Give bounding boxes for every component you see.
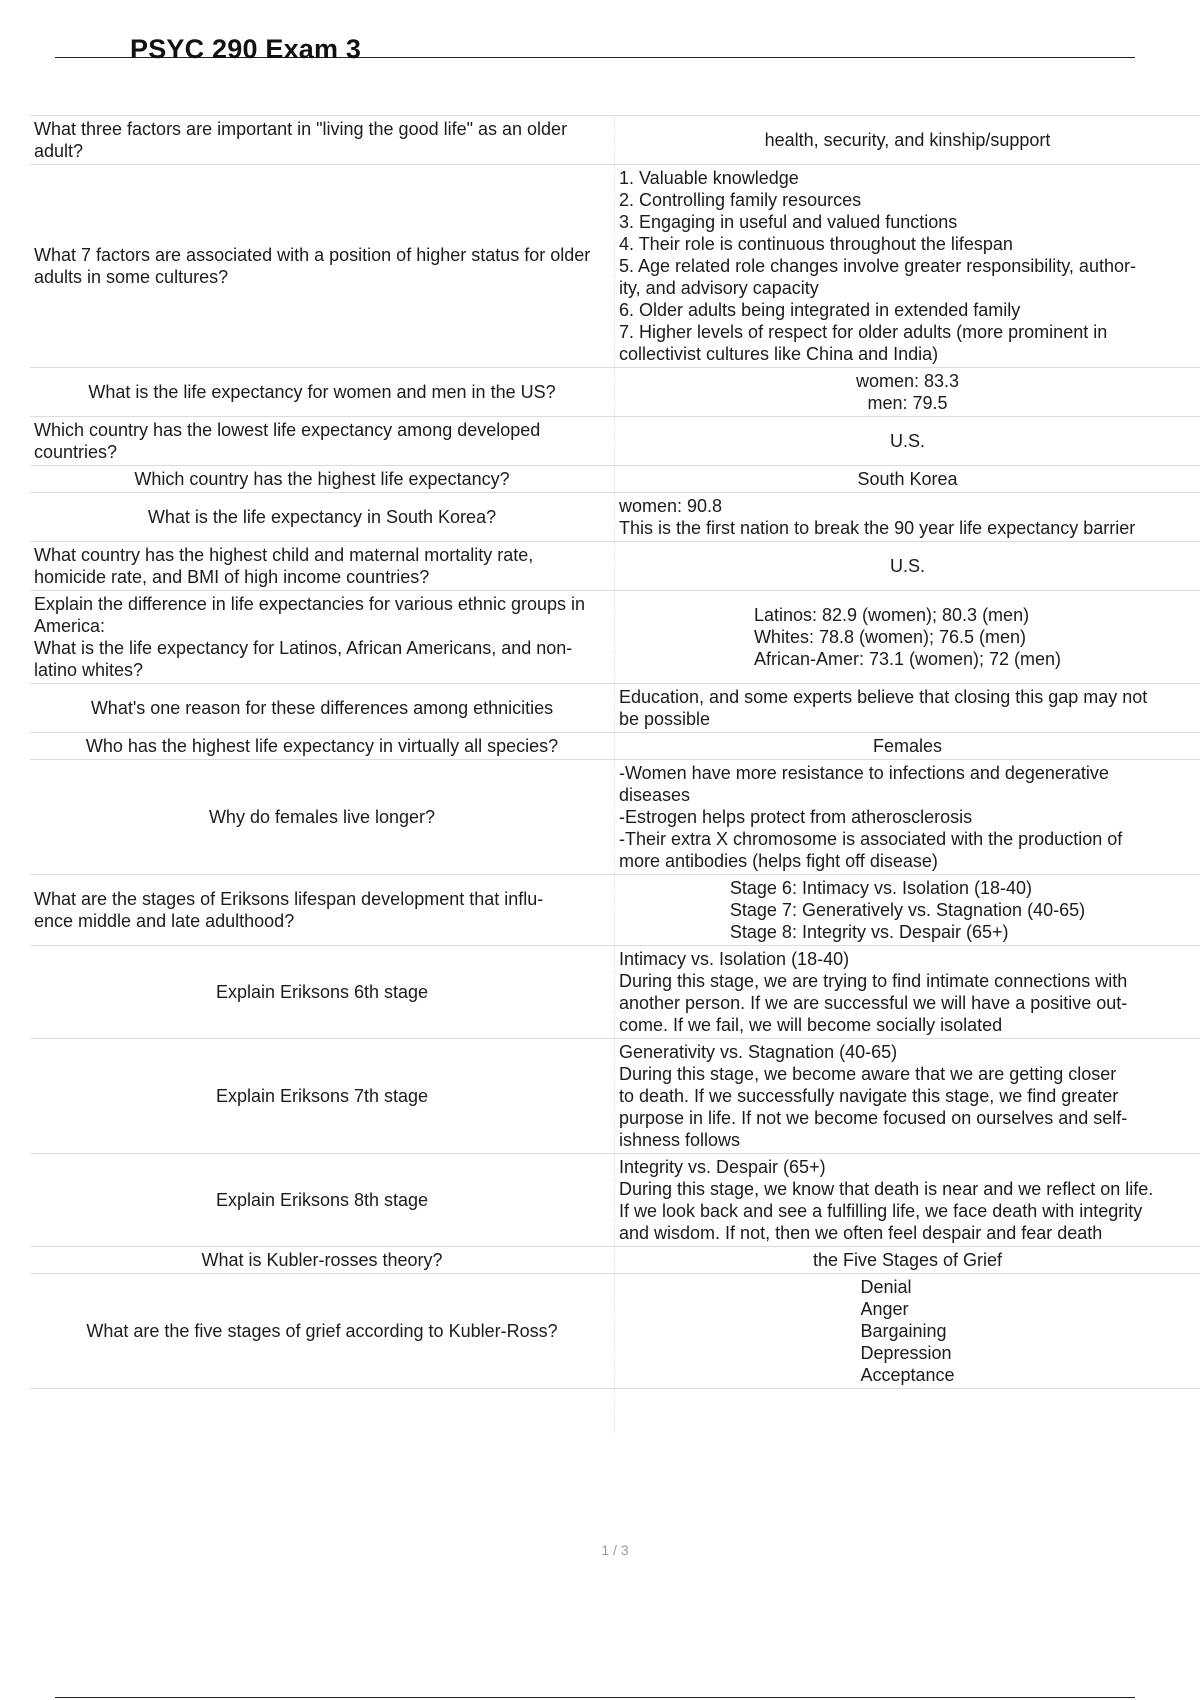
table-row	[30, 760, 1200, 875]
question-cell	[30, 1247, 615, 1274]
question-cell	[30, 1274, 615, 1389]
table-row	[30, 946, 1200, 1039]
answer-line: During this stage, we know that death is near and we reflect on life.	[619, 1179, 1154, 1199]
answer-line: women: 83.3	[855, 371, 960, 391]
answer-line: Depression	[860, 1343, 952, 1363]
answer-line: -Women have more resistance to infections and degenerative	[619, 763, 1109, 783]
question-text: What is the life expectancy in South Korea?	[147, 507, 497, 527]
bottom-rule	[55, 1697, 1135, 1698]
answer-line: and wisdom. If not, then we often feel despair and fear death	[619, 1223, 1103, 1243]
answer-line: -Their extra X chromosome is associated with the production of	[619, 829, 1123, 849]
question-text: Which country has the highest life expectancy?	[134, 469, 510, 489]
answer-line: -Estrogen helps protect from atherosclerosis	[619, 807, 973, 827]
answer-line: another person. If we are successful we will have a positive out-	[619, 993, 1128, 1013]
question-text: What three factors are important in "living the good life" as an older adult?	[34, 119, 573, 161]
answer-line: Anger	[860, 1299, 909, 1319]
question-text: Why do females live longer?	[208, 807, 436, 827]
table-row	[30, 875, 1200, 946]
question-cell	[30, 493, 615, 542]
answer-cell	[615, 493, 1200, 542]
answer-line: 7. Higher levels of respect for older adults (more prominent in	[619, 322, 1108, 342]
answer-line: U.S.	[889, 556, 925, 576]
answer-line: be possible	[619, 709, 711, 729]
answer-line: women: 90.8	[619, 496, 723, 516]
answer-line: 5. Age related role changes involve greater responsibility, author-	[619, 256, 1136, 276]
page-header	[55, 30, 1135, 64]
flashcard-table	[30, 115, 1200, 1433]
answer-cell	[615, 760, 1200, 875]
answer-cell	[615, 591, 1200, 684]
question-cell	[30, 946, 615, 1039]
answer-line: diseases	[619, 785, 691, 805]
question-cell	[30, 1154, 615, 1247]
question-cell	[30, 368, 615, 417]
question-cell	[30, 417, 615, 466]
table-row	[30, 368, 1200, 417]
table-row	[30, 417, 1200, 466]
question-cell	[30, 165, 615, 368]
answer-line: Acceptance	[860, 1365, 955, 1385]
question-text: What is Kubler-rosses theory?	[201, 1250, 443, 1270]
answer-line: Whites: 78.8 (women); 76.5 (men)	[753, 627, 1027, 647]
answer-line: Education, and some experts believe that closing this gap may not	[619, 687, 1148, 707]
question-text: What are the stages of Eriksons lifespan development that influ- ence middle and late adulthood?	[34, 889, 544, 931]
spacer-row	[30, 1389, 1200, 1434]
question-text: Explain the difference in life expectancies for various ethnic groups in America: What is the life expectancy for Latinos, African Americans, and non-latino whites?	[34, 594, 585, 680]
answer-line: health, security, and kinship/support	[764, 130, 1051, 150]
answer-line: During this stage, we are trying to find intimate connections with	[619, 971, 1128, 991]
answer-line: African-Amer: 73.1 (women); 72 (men)	[753, 649, 1062, 669]
table-row	[30, 116, 1200, 165]
question-text: Which country has the lowest life expectancy among developed countries?	[34, 420, 546, 462]
table-row	[30, 1039, 1200, 1154]
answer-cell	[615, 875, 1200, 946]
answer-cell	[615, 368, 1200, 417]
answer-cell	[615, 684, 1200, 733]
answer-line: South Korea	[857, 469, 958, 489]
answer-line: If we look back and see a fulfilling life, we face death with integrity	[619, 1201, 1143, 1221]
answer-line: ity, and advisory capacity	[619, 278, 819, 298]
table-row	[30, 165, 1200, 368]
answer-cell	[615, 1247, 1200, 1274]
question-cell	[30, 733, 615, 760]
question-cell	[30, 760, 615, 875]
answer-line: men: 79.5	[867, 393, 948, 413]
answer-line: 3. Engaging in useful and valued functions	[619, 212, 958, 232]
question-text: What country has the highest child and maternal mortality rate, homicide rate, and BMI of high income countries?	[34, 545, 539, 587]
question-text: What are the five stages of grief according to Kubler-Ross?	[86, 1321, 558, 1341]
answer-cell	[615, 733, 1200, 760]
answer-line: 1. Valuable knowledge	[619, 168, 799, 188]
question-cell	[30, 466, 615, 493]
table-row	[30, 733, 1200, 760]
answer-cell	[615, 417, 1200, 466]
table-row	[30, 684, 1200, 733]
question-text: Explain Eriksons 7th stage	[215, 1086, 429, 1106]
answer-line: Bargaining	[860, 1321, 947, 1341]
answer-cell	[615, 946, 1200, 1039]
answer-line: Denial	[860, 1277, 912, 1297]
question-text: What 7 factors are associated with a position of higher status for older adults in some cultures?	[34, 245, 596, 287]
answer-block	[754, 604, 1061, 670]
question-text: Explain Eriksons 6th stage	[215, 982, 429, 1002]
answer-line: come. If we fail, we will become socially isolated	[619, 1015, 1003, 1035]
table-row	[30, 466, 1200, 493]
answer-line: Stage 8: Integrity vs. Despair (65+)	[729, 922, 1009, 942]
question-text: Who has the highest life expectancy in virtually all species?	[85, 736, 559, 756]
page-title: PSYC 290 Exam 3	[130, 34, 362, 64]
answer-line: Intimacy vs. Isolation (18-40)	[619, 949, 850, 969]
table-row	[30, 1274, 1200, 1389]
question-text: Explain Eriksons 8th stage	[215, 1190, 429, 1210]
question-cell	[30, 591, 615, 684]
answer-line: Integrity vs. Despair (65+)	[619, 1157, 826, 1177]
question-cell	[30, 875, 615, 946]
answer-block	[860, 1276, 954, 1386]
page-number: 1 / 3	[601, 1542, 629, 1558]
question-cell	[30, 684, 615, 733]
table-row	[30, 1154, 1200, 1247]
answer-line: Generativity vs. Stagnation (40-65)	[619, 1042, 898, 1062]
answer-cell	[615, 542, 1200, 591]
table-row	[30, 542, 1200, 591]
question-cell	[30, 1039, 615, 1154]
table-row	[30, 591, 1200, 684]
answer-line: Stage 6: Intimacy vs. Isolation (18-40)	[729, 878, 1033, 898]
answer-line: During this stage, we become aware that we are getting closer	[619, 1064, 1117, 1084]
answer-line: Latinos: 82.9 (women); 80.3 (men)	[753, 605, 1030, 625]
answer-line: ishness follows	[619, 1130, 741, 1150]
table-row	[30, 1247, 1200, 1274]
answer-cell	[615, 1039, 1200, 1154]
question-cell	[30, 116, 615, 165]
answer-cell	[615, 1274, 1200, 1389]
question-text: What is the life expectancy for women and men in the US?	[88, 382, 556, 402]
answer-line: purpose in life. If not we become focused on ourselves and self-	[619, 1108, 1128, 1128]
question-text: What's one reason for these differences among ethnicities	[90, 698, 554, 718]
answer-line: 4. Their role is continuous throughout the lifespan	[619, 234, 1013, 254]
answer-line: the Five Stages of Grief	[812, 1250, 1003, 1270]
answer-line: more antibodies (helps fight off disease)	[619, 851, 938, 871]
answer-cell	[615, 116, 1200, 165]
answer-cell	[615, 165, 1200, 368]
answer-line: 2. Controlling family resources	[619, 190, 862, 210]
table-row	[30, 493, 1200, 542]
answer-line: Stage 7: Generatively vs. Stagnation (40-65)	[729, 900, 1086, 920]
answer-line: Females	[872, 736, 943, 756]
answer-block	[730, 877, 1085, 943]
answer-line: This is the first nation to break the 90 year life expectancy barrier	[619, 518, 1136, 538]
answer-cell	[615, 1154, 1200, 1247]
question-cell	[30, 542, 615, 591]
answer-line: U.S.	[889, 431, 925, 451]
answer-cell	[615, 466, 1200, 493]
answer-line: 6. Older adults being integrated in extended family	[619, 300, 1021, 320]
answer-line: collectivist cultures like China and India)	[619, 344, 939, 364]
answer-line: to death. If we successfully navigate this stage, we find greater	[619, 1086, 1119, 1106]
